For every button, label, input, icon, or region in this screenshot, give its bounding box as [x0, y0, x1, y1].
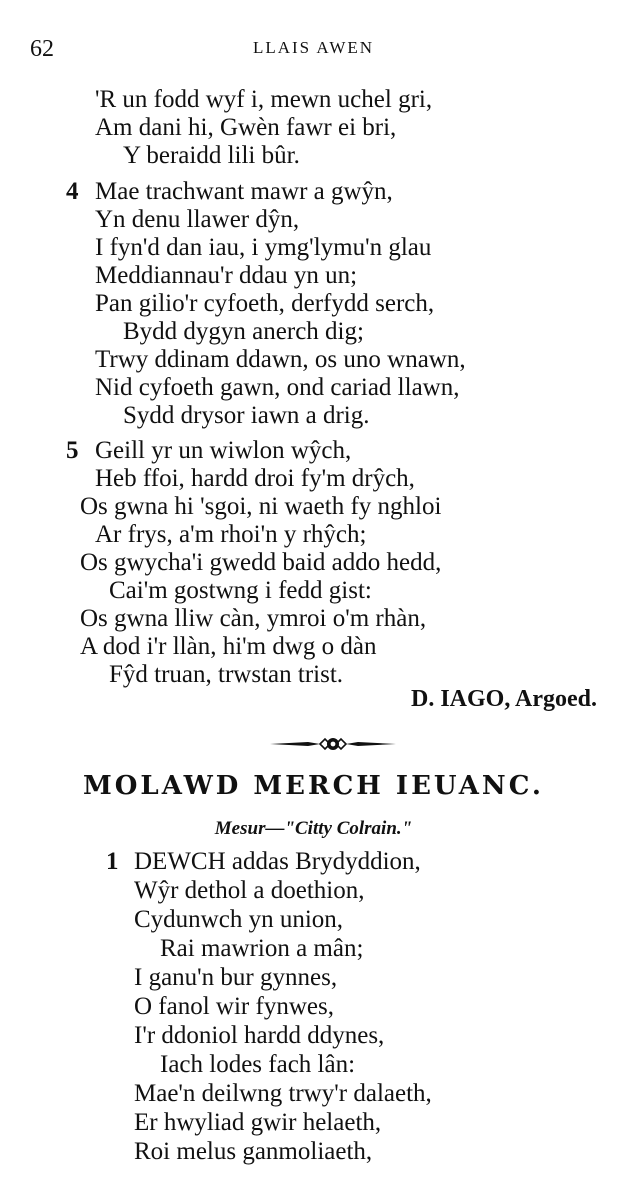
verse-number: 1 [106, 848, 119, 875]
verse-line: Os gwna hi 'sgoi, ni waeth fy nghloi [80, 493, 442, 520]
verse-line: I'r ddoniol hardd ddynes, [134, 1022, 385, 1049]
verse-line: Cai'm gostwng i fedd gist: [109, 577, 372, 604]
verse-line: Fŷd truan, trwstan trist. [109, 661, 344, 688]
verse-line: Nid cyfoeth gawn, ond cariad llawn, [95, 374, 460, 401]
verse-line: Mae'n deilwng trwy'r dalaeth, [134, 1080, 432, 1107]
verse-line: A dod i'r llàn, hi'm dwg o dàn [80, 633, 377, 660]
verse-line: 'R un fodd wyf i, mewn uchel gri, [95, 86, 433, 113]
verse-line: Cydunwch yn union, [134, 906, 344, 933]
verse-line: I ganu'n bur gynnes, [134, 964, 338, 991]
verse-line: Pan gilio'r cyfoeth, derfydd serch, [95, 290, 435, 317]
verse-line: Geill yr un wiwlon wŷch, [95, 437, 352, 464]
verse-line: Y beraidd lili bûr. [123, 142, 300, 169]
verse-line: Er hwyliad gwir helaeth, [134, 1109, 382, 1136]
verse-line: Trwy ddinam ddawn, os uno wnawn, [95, 346, 466, 373]
verse-line: Rai mawrion a mân; [160, 935, 364, 962]
verse-number: 5 [66, 437, 79, 464]
verse-line: Iach lodes fach lân: [160, 1051, 356, 1078]
decorative-rule-icon [268, 733, 398, 755]
author-signature: D. IAGO, Argoed. [411, 686, 597, 712]
verse-line: Roi melus ganmoliaeth, [134, 1138, 373, 1165]
verse-line: Sydd drysor iawn a drig. [123, 402, 370, 429]
verse-line: Wŷr dethol a doethion, [134, 877, 365, 904]
verse-line: Ar frys, a'm rhoi'n y rhŷch; [95, 521, 367, 548]
running-title: LLAIS AWEN [252, 38, 375, 57]
tune-name: Mesur—"Citty Colrain." [214, 818, 413, 839]
verse-line: DEWCH addas Brydyddion, [134, 848, 421, 875]
verse-line: Mae trachwant mawr a gwŷn, [95, 178, 393, 205]
verse-line: Yn denu llawer dŷn, [95, 206, 300, 233]
verse-line: I fyn'd dan iau, i ymg'lymu'n glau [95, 234, 432, 261]
song-title: MOLAWD MERCH IEUANC. [83, 771, 544, 801]
verse-line: Os gwycha'i gwedd baid addo hedd, [80, 549, 442, 576]
verse-line: Meddiannau'r ddau yn un; [95, 262, 358, 289]
verse-line: Am dani hi, Gwèn fawr ei bri, [95, 114, 397, 141]
verse-line: Os gwna lliw càn, ymroi o'm rhàn, [80, 605, 427, 632]
verse-line: Heb ffoi, hardd droi fy'm drŷch, [95, 465, 415, 492]
verse-line: O fanol wir fynwes, [134, 993, 334, 1020]
verse-number: 4 [66, 178, 79, 205]
page-number: 62 [30, 36, 54, 62]
verse-line: Bydd dygyn anerch dig; [123, 318, 364, 345]
